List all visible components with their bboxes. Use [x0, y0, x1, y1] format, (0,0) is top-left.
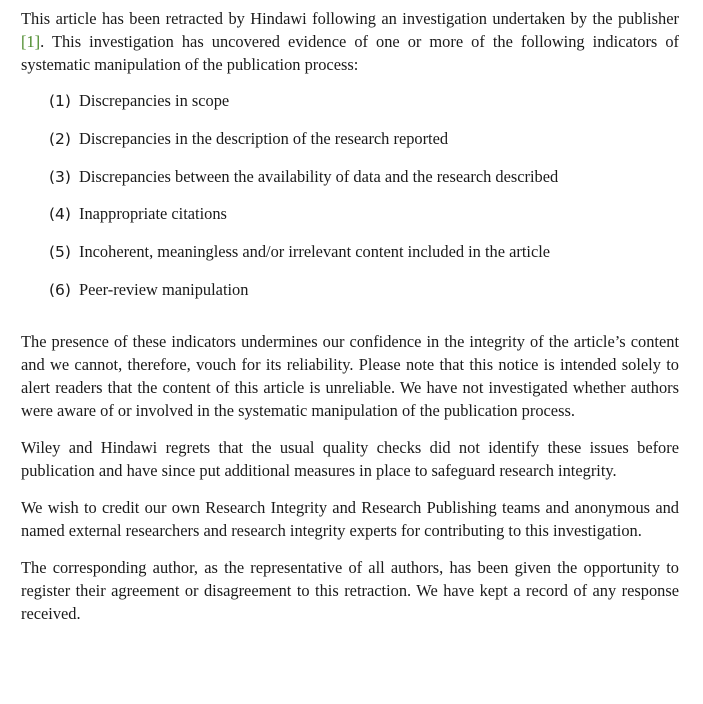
list-item [49, 89, 679, 127]
list-item-text: Discrepancies in scope [79, 91, 230, 110]
list-item [49, 127, 679, 165]
list-item-number: (3) [49, 167, 71, 186]
list-item [49, 240, 679, 278]
credit-paragraph: We wish to credit our own Research Integrity and Research Publishing teams and anonymous and named external researchers and research integrity experts for contributing to this investigation. [21, 497, 679, 540]
list-item [49, 202, 679, 240]
list-item-number: (6) [49, 280, 71, 299]
list-item [49, 278, 679, 316]
list-item-text: Inappropriate citations [79, 204, 227, 224]
list-item-text: Discrepancies between the availability of data and the research described [79, 166, 559, 186]
retraction-notice [21, 7, 679, 625]
intro-text-before-ref: This article has been retracted by Hindawi following an investigation undertaken by the publisher [21, 9, 679, 28]
intro-paragraph [21, 7, 679, 76]
list-item-number: (5) [49, 243, 71, 262]
list-item-text: Discrepancies in the description of the research reported [79, 128, 449, 148]
reference-link-1[interactable]: [1] [21, 32, 41, 51]
list-item-number: (2) [49, 129, 71, 148]
list-item-text: Peer-review manipulation [79, 279, 249, 299]
author-response-paragraph: The corresponding author, as the representative of all authors, has been given the opportunity to register their agreement or disagreement to this retraction. We have kept a record of any response received. [21, 557, 679, 623]
quality-checks-paragraph: Wiley and Hindawi regrets that the usual quality checks did not identify these issues before publication and have since put additional measures in place to safeguard research integrity. [21, 437, 679, 480]
list-item-number: (4) [49, 205, 71, 224]
list-item-number: (1) [49, 92, 71, 110]
confidence-paragraph: The presence of these indicators undermines our confidence in the integrity of the article’s content and we cannot, therefore, vouch for its reliability. Please note that this notice is intended solely to alert readers that the content of this article is unreliable. We have not investigated whether authors were aware of or involved in the systematic manipulation of the publication process. [21, 331, 679, 420]
indicator-list [21, 89, 679, 316]
list-item-text: Incoherent, meaningless and/or irrelevant content included in the article [79, 242, 551, 262]
list-item [49, 165, 679, 203]
intro-text-after-ref: . This investigation has uncovered evidence of one or more of the following indicators of systematic manipulation of the publication process: [21, 32, 679, 74]
